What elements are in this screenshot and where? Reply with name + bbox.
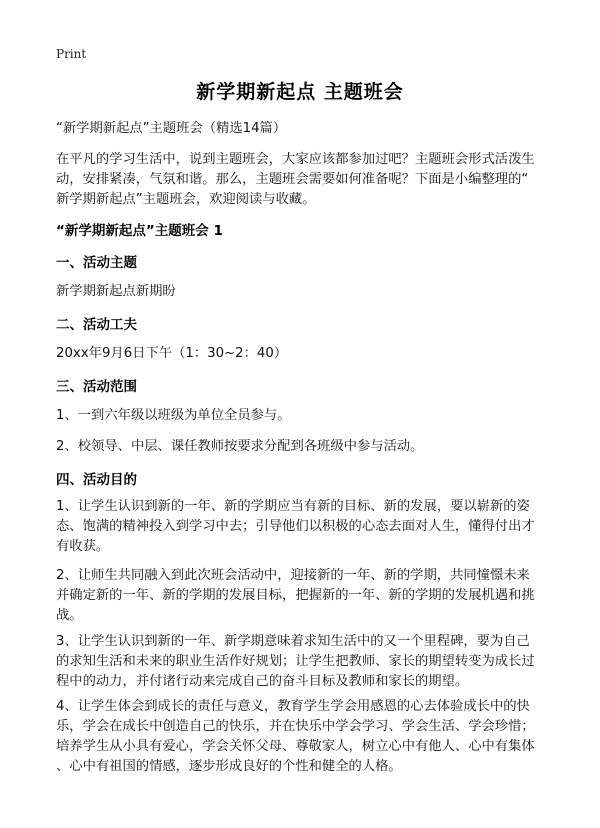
heading-activity-theme: 一、活动主题: [56, 255, 137, 271]
goal-line: 态、饱满的精神投入到学习中去；引导他们以积极的心态去面对人生，懂得付出才: [56, 519, 535, 534]
goal-line: 程中的动力，并付诸行动来完成自己的奋斗目标及教师和家长的期望。: [56, 674, 469, 689]
intro-paragraph: [56, 150, 548, 210]
goal-item: [56, 697, 548, 777]
activity-time-text: 20xx年9月6日下午（1：30~2：40）: [56, 346, 288, 361]
print-link[interactable]: Print: [56, 47, 87, 61]
activity-theme-text: 新学期新起点新期盼: [56, 284, 176, 299]
goal-line: 4、让学生体会到成长的责任与意义，教育学生学会用感恩的心去体验成长中的快: [56, 699, 530, 714]
heading-activity-scope: 三、活动范围: [56, 379, 137, 395]
goal-line: 有收获。: [56, 539, 110, 554]
goal-line: 并确定新的一年、新的学期的发展目标，把握新的一年、新的学期的发展机遇和挑: [56, 588, 535, 603]
intro-line: 在平凡的学习生活中，说到主题班会，大家应该都参加过吧？主题班会形式活泼生: [56, 152, 535, 167]
subtitle: “新学期新起点”主题班会（精选14篇）: [56, 121, 287, 136]
scope-item: 2、校领导、中层、课任教师按要求分配到各班级中参与活动。: [56, 439, 424, 454]
goal-line: 3、让学生认识到新的一年、新学期意味着求知生活中的又一个里程碑，要为自己: [56, 634, 530, 649]
section-title: “新学期新起点”主题班会 1: [56, 223, 223, 239]
heading-activity-time: 二、活动工夫: [56, 317, 137, 333]
goal-line: 培养学生从小具有爱心，学会关怀父母、尊敬家人，树立心中有他人、心中有集体: [56, 739, 535, 754]
scope-item: 1、一到六年级以班级为单位全员参与。: [56, 408, 291, 423]
intro-line: 新学期新起点”主题班会，欢迎阅读与收藏。: [56, 192, 316, 207]
goal-item: [56, 632, 548, 692]
goal-line: 2、让师生共同融入到此次班会活动中，迎接新的一年、新的学期，共同憧憬未来: [56, 568, 530, 583]
goal-item: [56, 497, 548, 557]
goal-line: 1、让学生认识到新的一年、新的学期应当有新的目标、新的发展，要以崭新的姿: [56, 499, 530, 514]
page-title: 新学期新起点 主题班会: [196, 81, 404, 103]
goal-line: 乐，学会在成长中创造自己的快乐，并在快乐中学会学习、学会生活、学会珍惜；: [56, 719, 535, 734]
heading-activity-goals: 四、活动目的: [56, 472, 137, 488]
goal-line: 的求知生活和未来的职业生活作好规划；让学生把教师、家长的期望转变为成长过: [56, 654, 535, 669]
goal-item: [56, 566, 548, 626]
goal-line: 战。: [56, 608, 83, 623]
goal-line: 、心中有祖国的情感，逐步形成良好的个性和健全的人格。: [56, 759, 402, 774]
intro-line: 动，安排紧凑，气氛和谐。那么，主题班会需要如何准备呢？下面是小编整理的“: [56, 172, 529, 187]
